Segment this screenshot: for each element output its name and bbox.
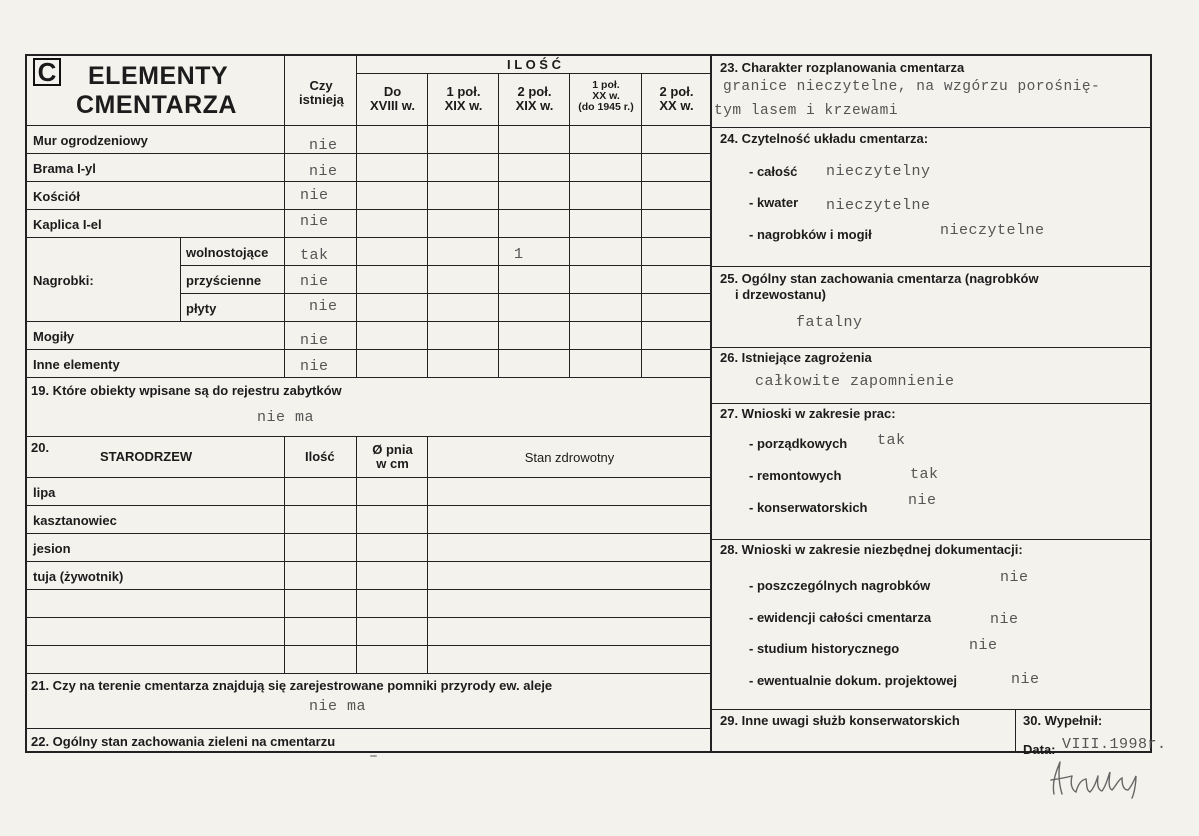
- col-exists-header: Czy istnieją: [299, 78, 344, 107]
- section-letter-box: [33, 58, 61, 86]
- element-label: przyścienne: [186, 273, 262, 288]
- q19-label: 19. Które obiekty wpisane są do rejestru zabytków: [31, 383, 342, 398]
- q20-col-pnia: Ø pnia w cm: [372, 442, 413, 471]
- q21-label: 21. Czy na terenie cmentarza znajdują się zarejestrowane pomniki przyrody ew. aleje: [31, 678, 553, 693]
- signature: [1046, 754, 1156, 800]
- q24-item-value: nieczytelny: [826, 163, 931, 180]
- frame-left: [25, 54, 27, 752]
- exists-value: nie: [300, 187, 329, 204]
- count-value: 1: [514, 246, 524, 263]
- q21-answer: nie ma: [309, 698, 367, 715]
- tree-label: lipa: [33, 485, 56, 500]
- element-label: Brama I-yl: [33, 161, 96, 176]
- period-header-2: 1 poł. XIX w.: [444, 84, 483, 113]
- q23-label: 23. Charakter rozplanowania cmentarza: [720, 60, 965, 75]
- exists-value: nie: [300, 358, 329, 375]
- q25-label-line2: i drzewostanu): [735, 287, 827, 302]
- q28-item-label: - poszczególnych nagrobków: [749, 578, 931, 593]
- exists-value: nie: [300, 332, 329, 349]
- q26-label: 26. Istniejące zagrożenia: [720, 350, 872, 365]
- q30-label: 30. Wypełnił:: [1023, 713, 1103, 728]
- element-label: wolnostojące: [186, 245, 269, 260]
- q25-label-line1: 25. Ogólny stan zachowania cmentarza (nagrobków: [720, 271, 1039, 286]
- q26-answer: całkowite zapomnienie: [755, 373, 955, 390]
- element-label: Mogiły: [33, 329, 75, 344]
- q27-item-value: nie: [908, 492, 937, 509]
- element-label: płyty: [186, 301, 217, 316]
- q30-date-label: Data:: [1023, 742, 1056, 757]
- ilosc-header: I L O Ś Ć: [507, 57, 561, 72]
- q28-item-value: nie: [969, 637, 998, 654]
- exists-value: nie: [309, 298, 338, 315]
- q24-item-label: - kwater: [749, 195, 799, 210]
- q28-label: 28. Wnioski w zakresie niezbędnej dokumentacji:: [720, 542, 1023, 557]
- q28-item-label: - ewentualnie dokum. projektowej: [749, 673, 958, 688]
- q24-item-value: nieczytelne: [940, 222, 1045, 239]
- element-label: Kaplica I-el: [33, 217, 102, 232]
- q28-item-value: nie: [1011, 671, 1040, 688]
- q20-number: 20.: [31, 440, 50, 455]
- q23-answer-line2: tym lasem i krzewami: [714, 103, 899, 119]
- q20-title: STARODRZEW: [100, 449, 193, 464]
- q23-answer-line1: granice nieczytelne, na wzgórzu porośnię-: [723, 79, 1101, 95]
- tree-label: tuja (żywotnik): [33, 569, 124, 584]
- q24-item-label: - nagrobków i mogił: [749, 227, 872, 242]
- q28-item-label: - ewidencji całości cmentarza: [749, 610, 932, 625]
- exists-value: nie: [300, 213, 329, 230]
- q30-date-value: VIII.1998r.: [1062, 736, 1167, 753]
- q24-label: 24. Czytelność układu cmentarza:: [720, 131, 929, 146]
- exists-value: nie: [309, 163, 338, 180]
- section-title-line2: CMENTARZA: [76, 91, 237, 119]
- q27-item-label: - remontowych: [749, 468, 842, 483]
- q27-item-label: - porządkowych: [749, 436, 848, 451]
- frame-bottom: [25, 751, 1152, 753]
- q27-item-value: tak: [877, 432, 906, 449]
- exists-value: tak: [300, 247, 329, 264]
- q27-label: 27. Wnioski w zakresie prac:: [720, 406, 896, 421]
- q27-item-label: - konserwatorskich: [749, 500, 868, 515]
- q25-answer: fatalny: [796, 314, 863, 331]
- tree-label: jesion: [33, 541, 71, 556]
- section-title-line1: ELEMENTY: [88, 62, 229, 90]
- period-header-3: 2 poł. XIX w.: [515, 84, 554, 113]
- q22-label: 22. Ogólny stan zachowania zieleni na cmentarzu: [31, 734, 336, 749]
- nagrobki-label: Nagrobki:: [33, 273, 94, 288]
- q28-item-value: nie: [990, 611, 1019, 628]
- exists-value: nie: [300, 273, 329, 290]
- q20-col-stan: Stan zdrowotny: [524, 450, 615, 465]
- q20-col-ilosc: Ilość: [305, 449, 335, 464]
- element-label: Mur ogrodzeniowy: [33, 133, 148, 148]
- q19-answer: nie ma: [257, 409, 315, 426]
- q28-item-value: nie: [1000, 569, 1029, 586]
- period-header-4: 1 poł. XX w. (do 1945 r.): [578, 79, 634, 113]
- element-label: Kościół: [33, 189, 80, 204]
- exists-value: nie: [309, 137, 338, 154]
- q24-item-value: nieczytelne: [826, 197, 931, 214]
- q24-item-label: - całość: [749, 164, 798, 179]
- period-header-5: 2 poł. XX w.: [659, 84, 694, 113]
- period-header-1: Do XVIII w.: [369, 84, 416, 113]
- q29-label: 29. Inne uwagi służb konserwatorskich: [720, 713, 960, 728]
- section-letter: C: [37, 57, 57, 87]
- q27-item-value: tak: [910, 466, 939, 483]
- frame-top: [25, 54, 1152, 56]
- tree-label: kasztanowiec: [33, 513, 117, 528]
- q22-answer: –: [369, 748, 379, 765]
- element-label: Inne elementy: [33, 357, 120, 372]
- q28-item-label: - studium historycznego: [749, 641, 900, 656]
